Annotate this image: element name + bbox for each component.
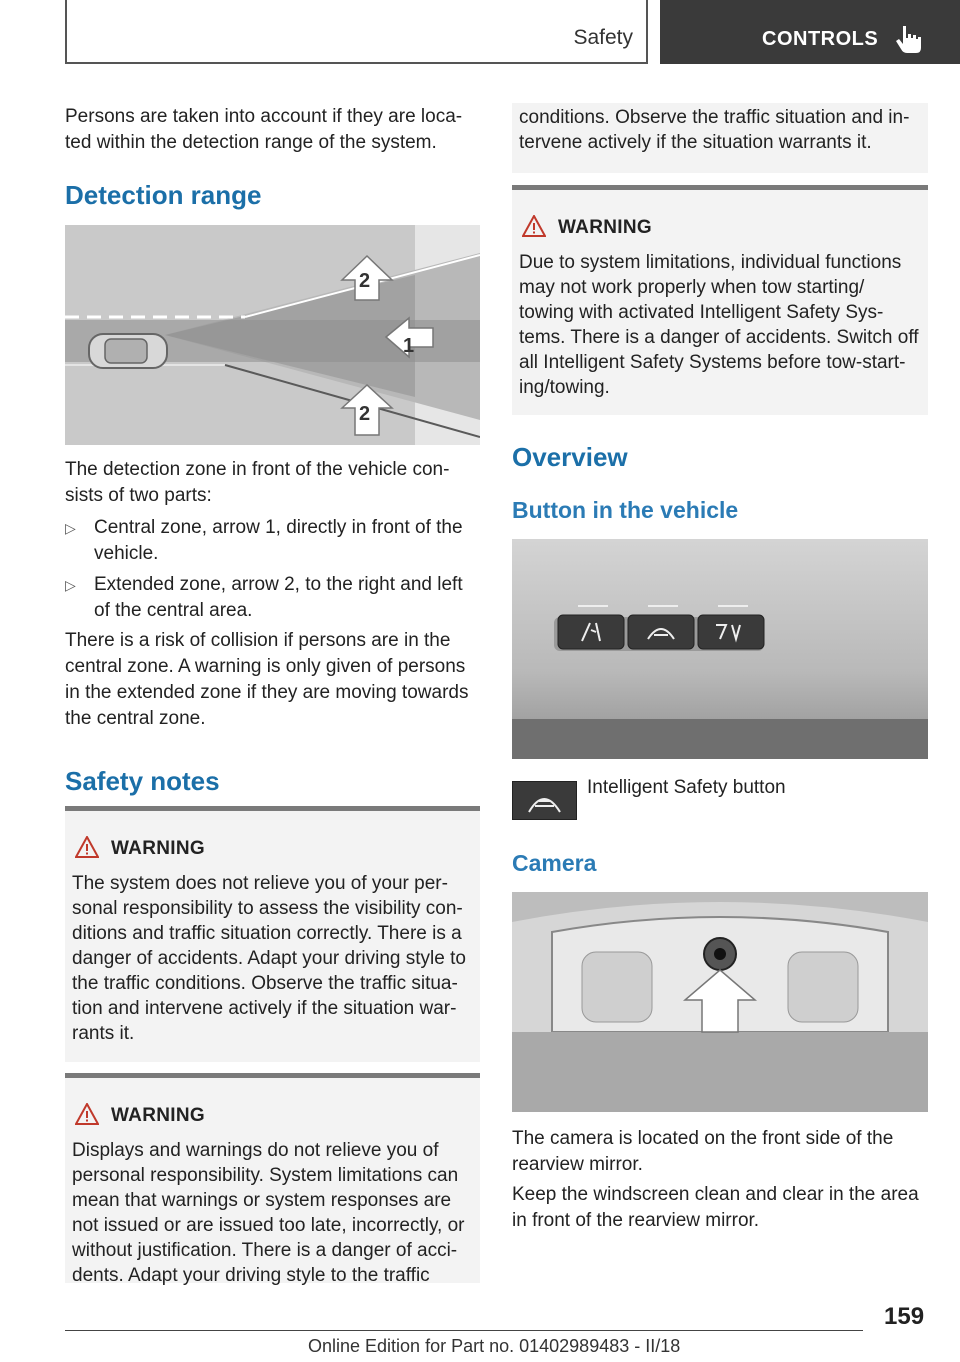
footer-edition: Online Edition for Part no. 01402989483 - II/18 <box>308 1336 681 1356</box>
figure-label-arrow-2-bottom: 2 <box>359 403 371 425</box>
button-panel-figure <box>512 539 928 759</box>
figure-label-arrow-1: 1 <box>403 335 415 357</box>
detection-zone-text: The detection zone in front of the vehicle con- sists of two parts: <box>65 459 450 506</box>
warning-triangle-icon <box>75 836 99 858</box>
warning-triangle-icon <box>75 1103 99 1125</box>
warning-box-continued <box>512 103 928 173</box>
triangle-bullet-icon: ▷ <box>65 520 76 536</box>
header-chapter-title: CONTROLS <box>762 28 879 50</box>
warning-text: The system does not relieve you of your per- sonal responsibility to assess the visibility con- ditions and traffic situation correctly. There is a danger of accidents. Adapt your driving style to the traffic conditions. Observe the traffic situa- tion and intervene actively if the situation war- rants it. <box>72 873 466 1044</box>
camera-location-text: The camera is located on the front side of the rearview mirror. <box>512 1128 894 1175</box>
figure-label-arrow-2-top: 2 <box>359 270 371 292</box>
header-frame <box>65 0 648 64</box>
warning-box-3 <box>512 185 928 415</box>
detection-range-heading: Detection range <box>65 180 262 210</box>
triangle-bullet-icon: ▷ <box>65 577 76 593</box>
camera-heading: Camera <box>512 850 597 876</box>
collision-risk-text: There is a risk of collision if persons are in the central zone. A warning is only given of persons in the extended zone if they are moving towards the central zone. <box>65 630 469 729</box>
warning-text: conditions. Observe the traffic situation and in- tervene actively if the situation warrants it. <box>519 107 910 153</box>
header-section-title: Safety <box>573 26 633 49</box>
camera-clean-text: Keep the windscreen clean and clear in the area in front of the rearview mirror. <box>512 1184 919 1231</box>
warning-title: WARNING <box>111 1105 205 1126</box>
footer-divider <box>65 1330 863 1331</box>
warning-box-1 <box>65 806 480 1062</box>
warning-title: WARNING <box>558 217 652 238</box>
intro-text: Persons are taken into account if they are loca- ted within the detection range of the system. <box>65 106 463 153</box>
pointing-hand-icon <box>894 24 922 54</box>
warning-text: Displays and warnings do not relieve you of personal responsibility. System limitations can mean that warnings or system responses are not issued or are issued too late, incorrectly, or without justification. There is a danger of acci- dents. Adapt your driving style to the traffic <box>72 1140 465 1286</box>
page-number: 159 <box>884 1303 925 1330</box>
warning-box-2 <box>65 1073 480 1286</box>
warning-text: Due to system limitations, individual functions may not work properly when tow starting/ towing with activated Intelligent Safety Sys- tems. There is a danger of accidents. Switch off all Intelligent Safety Systems before tow-start- ing/towing. <box>519 252 919 398</box>
detection-range-figure <box>65 225 480 445</box>
safety-notes-heading: Safety notes <box>65 766 220 796</box>
button-caption: Intelligent Safety button <box>587 777 786 798</box>
overview-heading: Overview <box>512 442 628 472</box>
button-in-vehicle-heading: Button in the vehicle <box>512 497 739 523</box>
camera-figure <box>512 892 928 1112</box>
warning-triangle-icon <box>522 215 546 237</box>
intelligent-safety-button-icon <box>512 781 577 820</box>
warning-title: WARNING <box>111 838 205 859</box>
